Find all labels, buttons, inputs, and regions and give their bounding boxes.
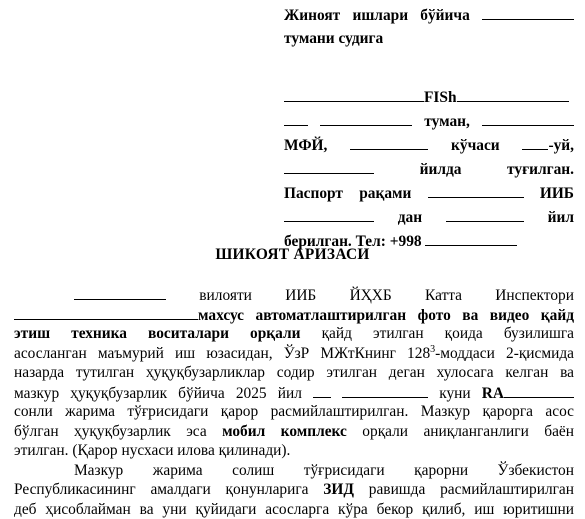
text: Инспектори <box>495 287 574 304</box>
spacer <box>284 53 574 87</box>
blank-field[interactable] <box>14 305 198 320</box>
phone-label: берилган. Тел: +998 <box>284 233 422 250</box>
issued-line <box>284 207 574 231</box>
text: Мазкур жарима солиш тўғрисидаги қарорни Ўзбекистон <box>74 461 574 479</box>
blank-field[interactable] <box>482 111 574 126</box>
text: равишда расмийлаштирилган <box>368 481 574 498</box>
text: -моддаси 2-қисмида <box>435 344 575 362</box>
bold-text: этиш техника воситалари орқали <box>14 325 301 342</box>
district-line <box>284 111 574 135</box>
text: бўлган ҳуқуқбузарлик эса <box>14 422 207 440</box>
district-court-label: тумани судига <box>284 30 384 47</box>
bold-text: RA <box>481 384 504 402</box>
text: мазкур ҳуқуқбузарлик бўйича 2025 йил <box>14 384 302 402</box>
body-row <box>14 344 574 364</box>
blank-field[interactable] <box>284 159 374 174</box>
text: ИИБ <box>285 287 317 304</box>
body-row <box>14 363 574 383</box>
blank-field[interactable] <box>482 5 574 20</box>
blank-field[interactable] <box>342 383 428 398</box>
bold-text: мобил комплекс <box>222 422 347 440</box>
addressee-line-1 <box>284 5 574 29</box>
blank-field[interactable] <box>320 111 412 126</box>
complaint-body <box>14 285 574 519</box>
from-label: дан <box>397 209 423 226</box>
court-label: Жиноят ишлари бўйича <box>284 7 470 24</box>
fish-line <box>284 87 574 111</box>
yil-label: йил <box>547 209 574 226</box>
blank-field[interactable] <box>504 383 574 398</box>
iib-label: ИИБ <box>539 185 574 202</box>
body-row <box>14 285 574 305</box>
text: этилган. (Қарор нусхаси илова қилинади). <box>14 442 291 459</box>
body-row <box>14 422 574 442</box>
birth-line <box>284 159 574 183</box>
text: вилояти <box>199 287 252 304</box>
blank-field[interactable] <box>425 231 517 246</box>
blank-field[interactable] <box>74 285 166 300</box>
body-row <box>14 324 574 344</box>
mahalla-line <box>284 135 574 159</box>
addressee-block <box>284 5 574 255</box>
fish-label: FISh <box>424 89 457 106</box>
text: қайд этилган қоида бузилишга <box>321 325 574 342</box>
bold-text: махсус автоматлаштирилган фото ва видео қайд <box>198 306 574 324</box>
bold-text: ЗИД <box>323 481 354 498</box>
body-row <box>14 480 574 500</box>
born-label: туғилган. <box>507 161 574 178</box>
passport-label: Паспорт рақами <box>284 185 412 202</box>
blank-field[interactable] <box>428 183 524 198</box>
district-label: туман, <box>424 113 470 130</box>
house-label: -уй, <box>548 137 574 154</box>
body-row <box>14 383 574 403</box>
text: сонли жарима тўғрисидаги қарор расмийлаштирилган. Мазкур қарорга асос <box>14 403 574 420</box>
text: деб ҳисоблайман ва уни қуйидаги асосларга кўра бекор қилиб, иш юритишни <box>14 500 574 518</box>
blank-field[interactable] <box>284 111 308 126</box>
street-label: кўчаси <box>451 137 500 154</box>
blank-field[interactable] <box>284 87 424 102</box>
superscript: 3 <box>430 343 436 355</box>
text: асосланган маъмурий иш юзасидан, ЎзР МЖтКнинг 128 <box>14 344 431 362</box>
blank-field[interactable] <box>446 207 524 222</box>
text: Катта <box>425 287 462 304</box>
body-row <box>14 500 574 519</box>
passport-line <box>284 183 574 207</box>
text: Республикасининг амалдаги қонунларига <box>14 481 309 498</box>
year-label: йилда <box>419 161 462 178</box>
body-row <box>14 305 574 325</box>
blank-field[interactable] <box>284 207 374 222</box>
addressee-line-2 <box>284 29 574 53</box>
blank-field[interactable] <box>313 383 331 398</box>
text: куни <box>439 384 471 402</box>
body-row <box>14 441 574 461</box>
blank-field[interactable] <box>457 87 569 102</box>
body-row <box>14 461 574 481</box>
body-row <box>14 402 574 422</box>
blank-field[interactable] <box>350 135 428 150</box>
text: ЙҲХБ <box>349 287 392 304</box>
blank-field[interactable] <box>522 135 548 150</box>
mfy-label: МФЙ, <box>284 137 328 154</box>
text: назарда тутилган ҳуқуқбузарликлар содир этилган деган хулосага келган ва <box>14 364 574 381</box>
document-title: ШИКОЯТ АРИЗАСИ <box>215 246 370 263</box>
text: орқали аниқланганлиги баён <box>362 422 574 440</box>
